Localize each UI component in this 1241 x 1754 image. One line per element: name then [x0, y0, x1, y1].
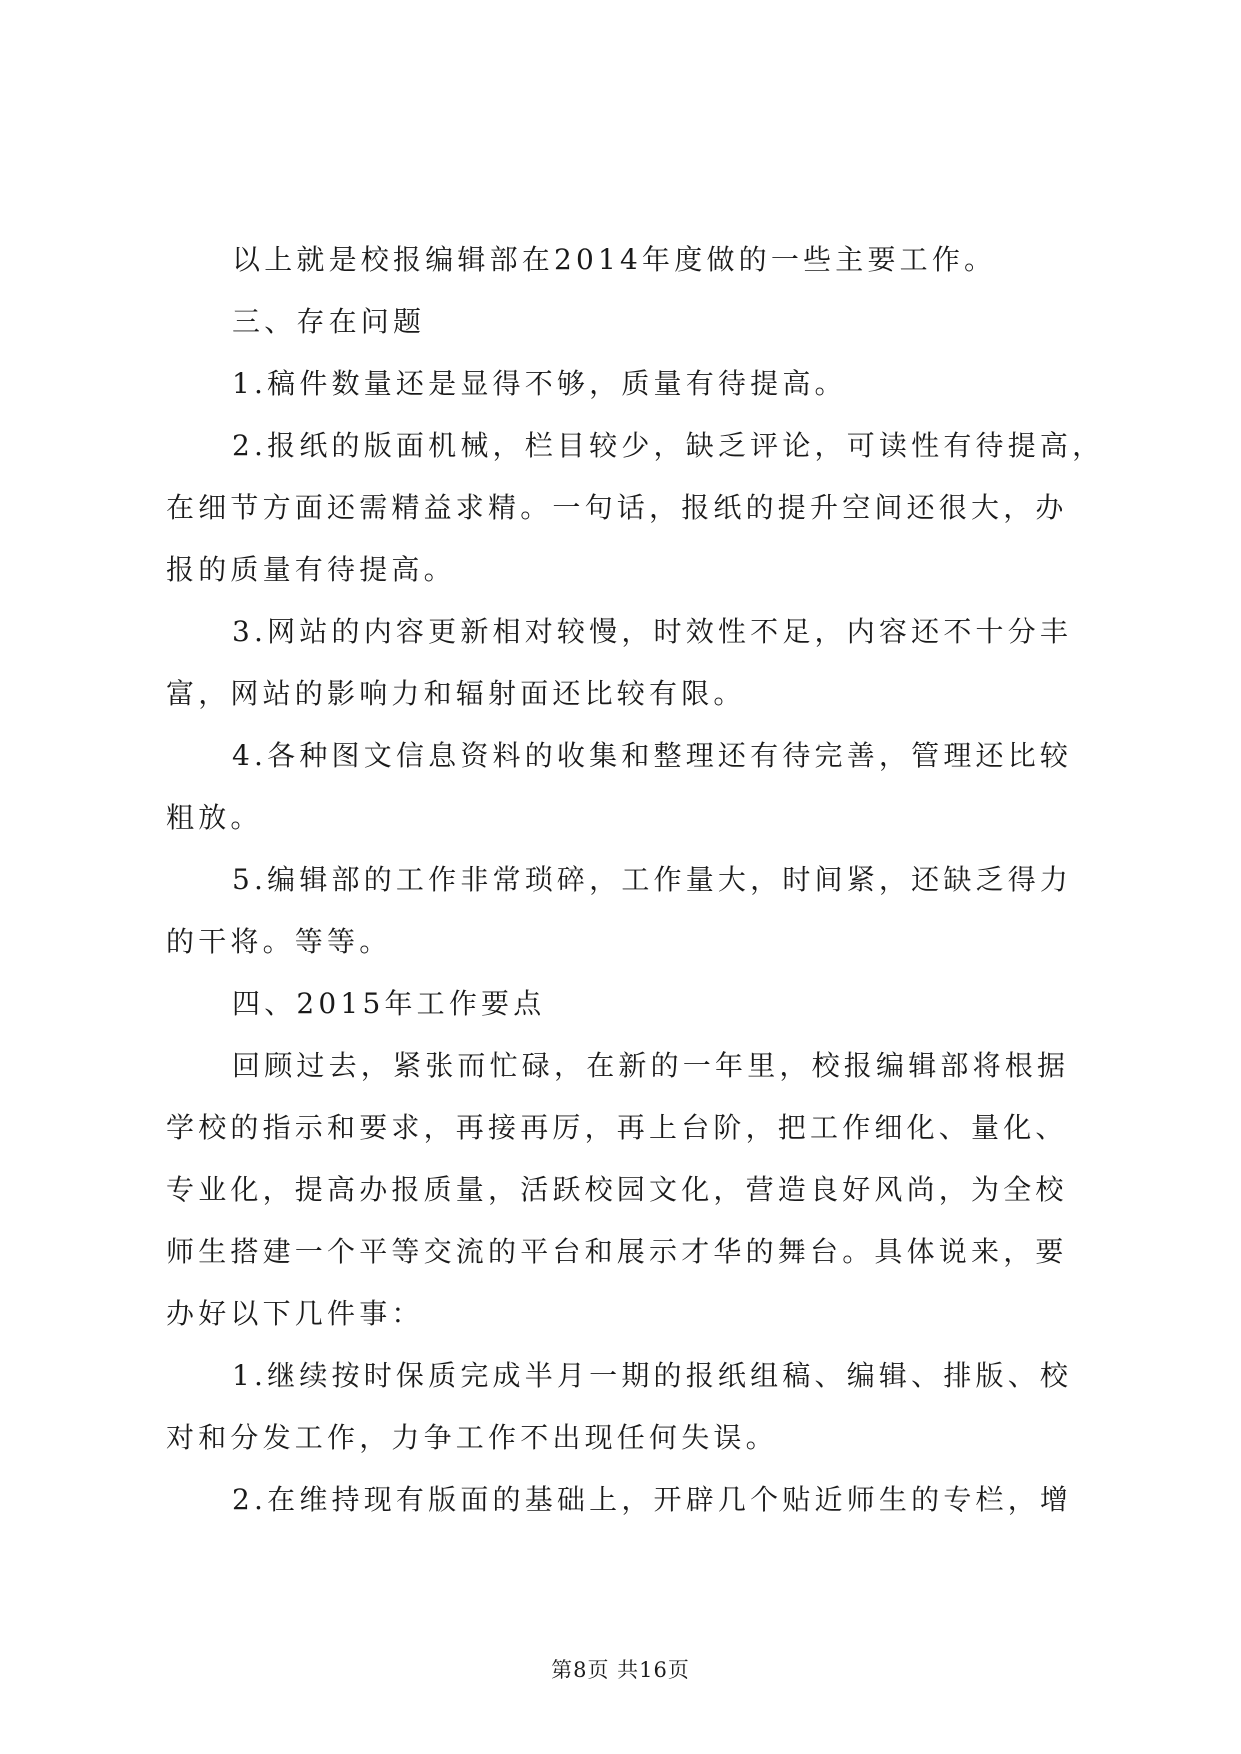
text-line: 办好以下几件事：	[166, 1297, 424, 1330]
text-line: 在细节方面还需精益求精。一句话，报纸的提升空间还很大，办	[166, 491, 1068, 524]
text-line: 专业化，提高办报质量，活跃校园文化，营造良好风尚，为全校	[166, 1173, 1068, 1206]
text-line: 4.各种图文信息资料的收集和整理还有待完善，管理还比较	[232, 739, 1073, 772]
text-line: 学校的指示和要求，再接再厉，再上台阶，把工作细化、量化、	[166, 1111, 1068, 1144]
page-footer: 第8页 共16页	[551, 1658, 690, 1682]
text-line: 3.网站的内容更新相对较慢，时效性不足，内容还不十分丰	[232, 615, 1073, 648]
text-line: 富，网站的影响力和辐射面还比较有限。	[166, 677, 746, 710]
text-line: 报的质量有待提高。	[166, 553, 456, 586]
text-line: 师生搭建一个平等交流的平台和展示才华的舞台。具体说来，要	[166, 1235, 1068, 1268]
text-line: 的干将。等等。	[166, 925, 392, 958]
text-line: 粗放。	[166, 801, 263, 834]
text-line: 1.稿件数量还是显得不够，质量有待提高。	[232, 367, 847, 400]
text-line: 2.报纸的版面机械，栏目较少，缺乏评论，可读性有待提高，	[232, 429, 1105, 462]
text-line: 2.在维持现有版面的基础上，开辟几个贴近师生的专栏，增	[232, 1483, 1073, 1516]
text-line: 以上就是校报编辑部在2014年度做的一些主要工作。	[232, 243, 997, 276]
text-line: 1.继续按时保质完成半月一期的报纸组稿、编辑、排版、校	[232, 1359, 1073, 1392]
section-heading: 四、2015年工作要点	[232, 987, 546, 1020]
text-line: 5.编辑部的工作非常琐碎，工作量大，时间紧，还缺乏得力	[232, 863, 1073, 896]
section-heading: 三、存在问题	[232, 305, 426, 338]
text-line: 回顾过去，紧张而忙碌，在新的一年里，校报编辑部将根据	[232, 1049, 1070, 1082]
text-line: 对和分发工作，力争工作不出现任何失误。	[166, 1421, 778, 1454]
